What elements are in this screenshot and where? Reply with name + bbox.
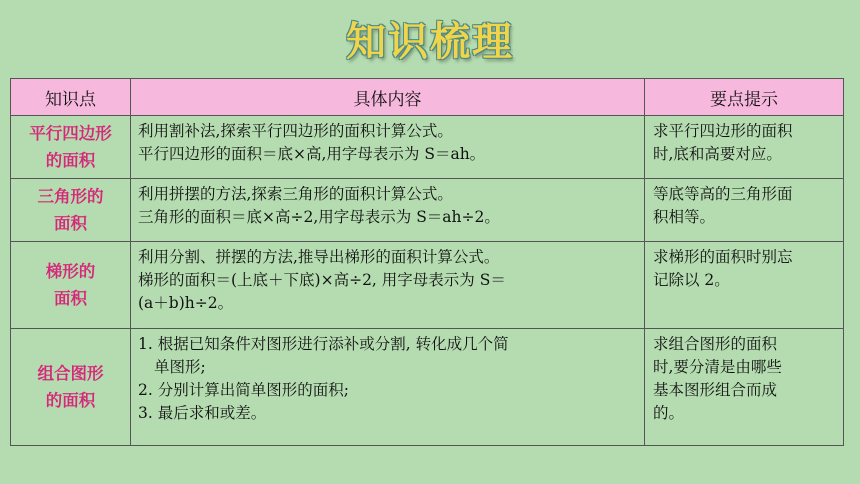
content-line: 2. 分别计算出简单图形的面积; bbox=[138, 381, 349, 399]
tip-cell bbox=[645, 179, 844, 242]
table-header-row bbox=[11, 79, 844, 116]
tip-line: 记除以 2。 bbox=[653, 271, 730, 289]
topic-cell bbox=[11, 116, 131, 179]
topic-line: 的面积 bbox=[45, 151, 96, 170]
tip-line: 的。 bbox=[653, 404, 685, 422]
header-tip: 要点提示 bbox=[645, 79, 844, 116]
topic-line: 梯形的 bbox=[45, 262, 96, 281]
content-line: 三角形的面积＝底×高÷2,用字母表示为 S＝ah÷2。 bbox=[138, 208, 500, 226]
page-title: 知识梳理 bbox=[346, 19, 514, 65]
tip-line: 求平行四边形的面积 bbox=[653, 122, 793, 140]
topic-line: 平行四边形 bbox=[29, 124, 112, 143]
tip-line: 时,底和高要对应。 bbox=[653, 145, 782, 163]
content-cell bbox=[131, 179, 645, 242]
tip-cell bbox=[645, 242, 844, 329]
table-row bbox=[11, 116, 844, 179]
content-line: 利用割补法,探索平行四边形的面积计算公式。 bbox=[138, 122, 453, 140]
content-cell bbox=[131, 116, 645, 179]
content-line: 利用分割、拼摆的方法,推导出梯形的面积计算公式。 bbox=[138, 248, 500, 266]
tip-line: 积相等。 bbox=[653, 208, 716, 226]
topic-line: 组合图形 bbox=[37, 364, 104, 383]
topic-cell bbox=[11, 179, 131, 242]
topic-line: 面积 bbox=[54, 289, 87, 308]
topic-line: 的面积 bbox=[45, 391, 96, 410]
topic-cell bbox=[11, 329, 131, 446]
content-line: 梯形的面积＝(上底＋下底)×高÷2, 用字母表示为 S＝ bbox=[138, 271, 506, 289]
tip-cell bbox=[645, 329, 844, 446]
content-line: 3. 最后求和或差。 bbox=[138, 404, 267, 422]
table-row bbox=[11, 329, 844, 446]
header-content: 具体内容 bbox=[131, 79, 645, 116]
content-cell bbox=[131, 329, 645, 446]
tip-line: 求组合图形的面积 bbox=[653, 335, 778, 353]
content-line: 利用拼摆的方法,探索三角形的面积计算公式。 bbox=[138, 185, 453, 203]
topic-line: 面积 bbox=[54, 214, 87, 233]
topic-cell bbox=[11, 242, 131, 329]
table-row bbox=[11, 179, 844, 242]
tip-line: 时,要分清是由哪些 bbox=[653, 358, 782, 376]
content-line: 1. 根据已知条件对图形进行添补或分割, 转化成几个简 bbox=[138, 335, 509, 353]
knowledge-table bbox=[10, 78, 844, 446]
tip-line: 等底等高的三角形面 bbox=[653, 185, 793, 203]
content-line: 平行四边形的面积＝底×高,用字母表示为 S＝ah。 bbox=[138, 145, 486, 163]
content-line: 单图形; bbox=[154, 358, 206, 376]
content-line: (a＋b)h÷2。 bbox=[138, 294, 234, 312]
tip-cell bbox=[645, 116, 844, 179]
topic-line: 三角形的 bbox=[37, 187, 104, 206]
tip-line: 基本图形组合而成 bbox=[653, 381, 778, 399]
tip-line: 求梯形的面积时别忘 bbox=[653, 248, 793, 266]
table-row bbox=[11, 242, 844, 329]
content-cell bbox=[131, 242, 645, 329]
header-topic: 知识点 bbox=[11, 79, 131, 116]
